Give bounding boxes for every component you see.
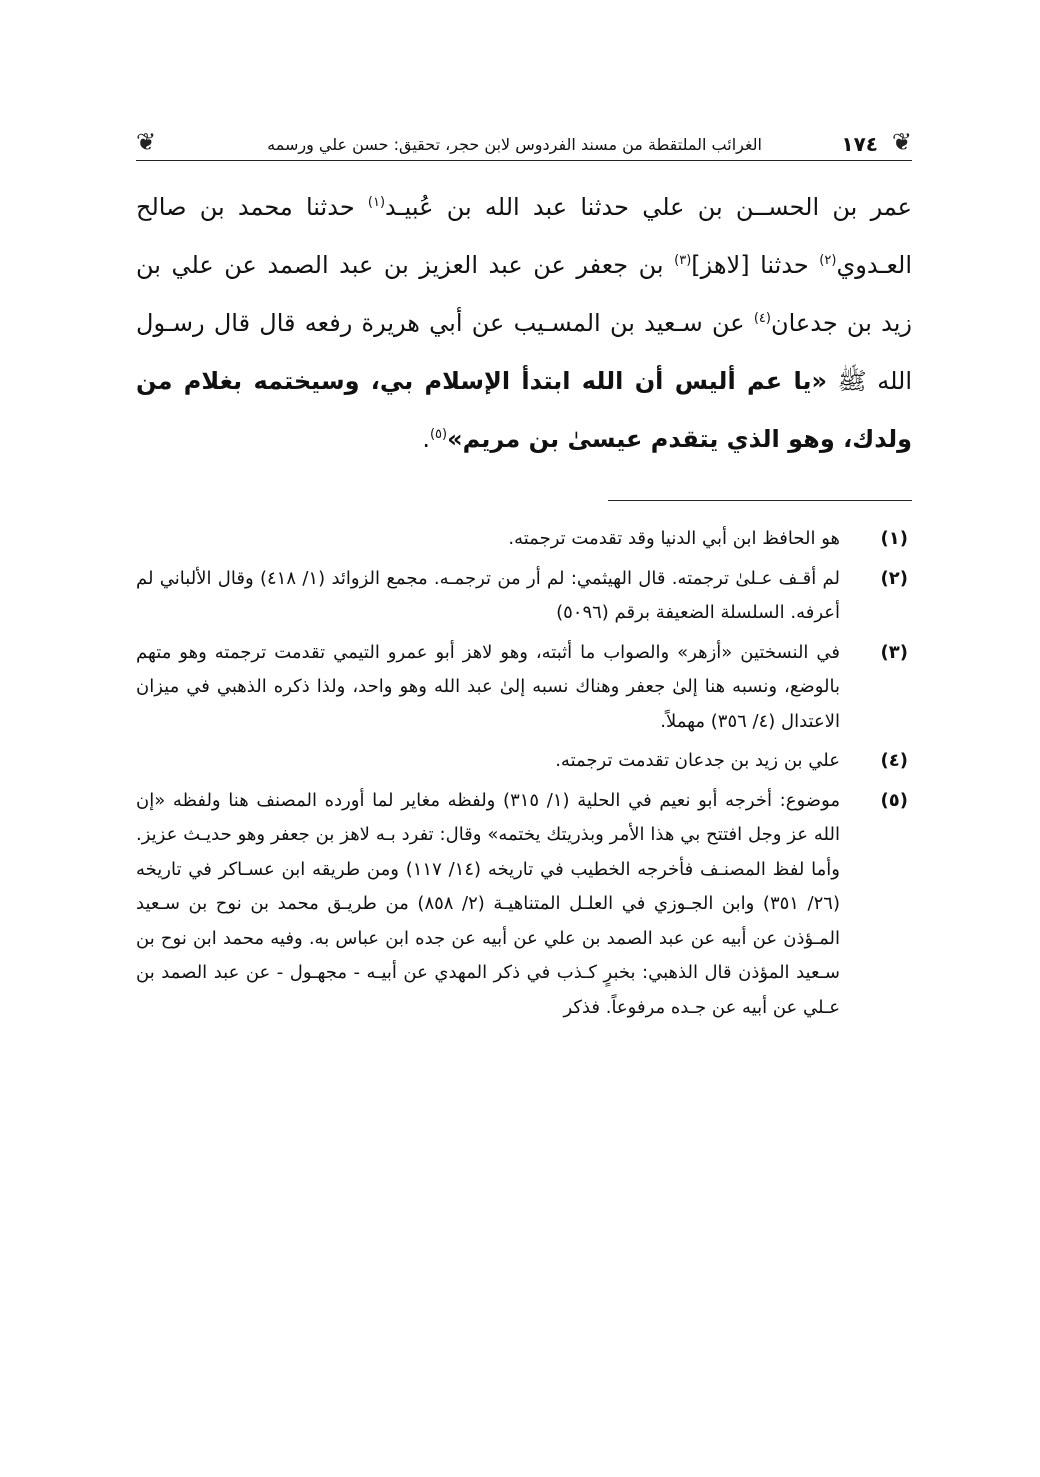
main-text (136, 178, 912, 468)
header-rule (136, 160, 912, 161)
footnote-ref: (٣) (674, 253, 692, 268)
footnote (136, 784, 912, 1026)
footnote-text: هو الحافظ ابن أبي الدنيا وقد تقدمت ترجمته. (508, 528, 840, 549)
footnote (136, 636, 912, 740)
footnote (136, 562, 912, 631)
footnote-text: لم أقـف عـلىٰ ترجمته. قال الهيثمي: لم أر من ترجمـه. مجمع الزوائد (١/ ٤١٨) وقال الألباني لم أعرفه. السلسلة الضعيفة برقم (٥٠٩٦) (136, 567, 840, 623)
main-text-end: . (422, 425, 430, 453)
page-number: ١٧٤ (841, 132, 878, 156)
main-text-part: حدثنا محمد بن صالح العـدوي (136, 193, 912, 279)
footnote-ref: (٢) (819, 253, 837, 268)
footnote-number: (٣) (880, 641, 908, 663)
footnote-number: (٤) (880, 750, 908, 771)
footnote (136, 522, 912, 557)
header-ornament-right-icon: ❦ (891, 128, 912, 156)
footnote-number: (١) (880, 528, 908, 549)
hadith-text: «يا عم أليس أن الله ابتدأ الإسلام بي، وسيختمه بغلام من ولدك، وهو الذي يتقدم عيسىٰ بن مريم» (136, 367, 912, 453)
footnote-number: (٥) (880, 789, 908, 811)
main-text-part: عمر بن الحســن بن علي حدثنا عبد الله بن عُبيـد (385, 193, 912, 221)
footnote-text: موضوع: أخرجه أبو نعيم في الحلية (١/ ٣١٥) ولفظه مغاير لما أورده المصنف هنا ولفظه «إن الله عز وجل افتتح بي هذا الأمر وبذريتك يختمه» وقال: تفرد بـه لاهز بن جعفر وهو حديـث عزيز. وأما لفظ المصنـف فأخرجه الخطيب في تاريخه (١٤/ ١١٧) ومن طريقه ابن عسـاكر في تاريخه (٢٦/ ٣٥١) وابن الجـوزي في العلـل المتناهيـة (٢/ ٨٥٨) من طريـق محمد بن نوح بن سـعيد المـؤذن عن أبيه عن عبد الصمد بن علي عن أبيه عن جده ابن عباس به. وفيه محمد ابن نوح بن سـعيد المؤذن قال الذهبي: بخبرٍ كـذب في ذكر المهدي عن أبيـه - مجهـول - عن عبد الصمد بن عـلي عن أبيه عن جـده مرفوعاً. فذكر (136, 789, 841, 1018)
running-title: الغرائب الملتقطة من مسند الفردوس لابن حجر، تحقيق: حسن علي ورسمه (267, 135, 762, 154)
footnote-ref: (١) (367, 195, 386, 210)
footnote (136, 744, 912, 779)
main-text-part: حدثنا [لاهز] (691, 251, 820, 279)
footnote-number: (٢) (880, 567, 908, 589)
footnote-separator (608, 500, 912, 501)
main-text-part: عن سـعيد بن المسـيب عن أبي هريرة رفعه قال قال رسـول الله ﷺ (136, 309, 912, 395)
footnotes (136, 522, 912, 1030)
main-text-part: بن جعفر عن عبد العزيز بن عبد الصمد عن علي بن زيد بن جدعان (136, 251, 912, 337)
footnote-text: علي بن زيد بن جدعان تقدمت ترجمته. (555, 750, 840, 771)
footnote-ref: (٤) (753, 311, 771, 326)
footnote-text: في النسختين «أزهر» والصواب ما أثبته، وهو لاهز أبو عمرو التيمي تقدمت ترجمته وهو متهم بالوضع، ونسبه هنا إلىٰ جعفر وهناك نسبه إلىٰ عبد الله وهو واحد، ولذا ذكره الذهبي في ميزان الاعتدال (٤/ ٣٥٦) مهملاً. (136, 641, 840, 732)
header-ornament-left-icon: ❦ (136, 128, 157, 156)
page-header (136, 126, 912, 166)
footnote-ref: (٥) (429, 427, 448, 442)
